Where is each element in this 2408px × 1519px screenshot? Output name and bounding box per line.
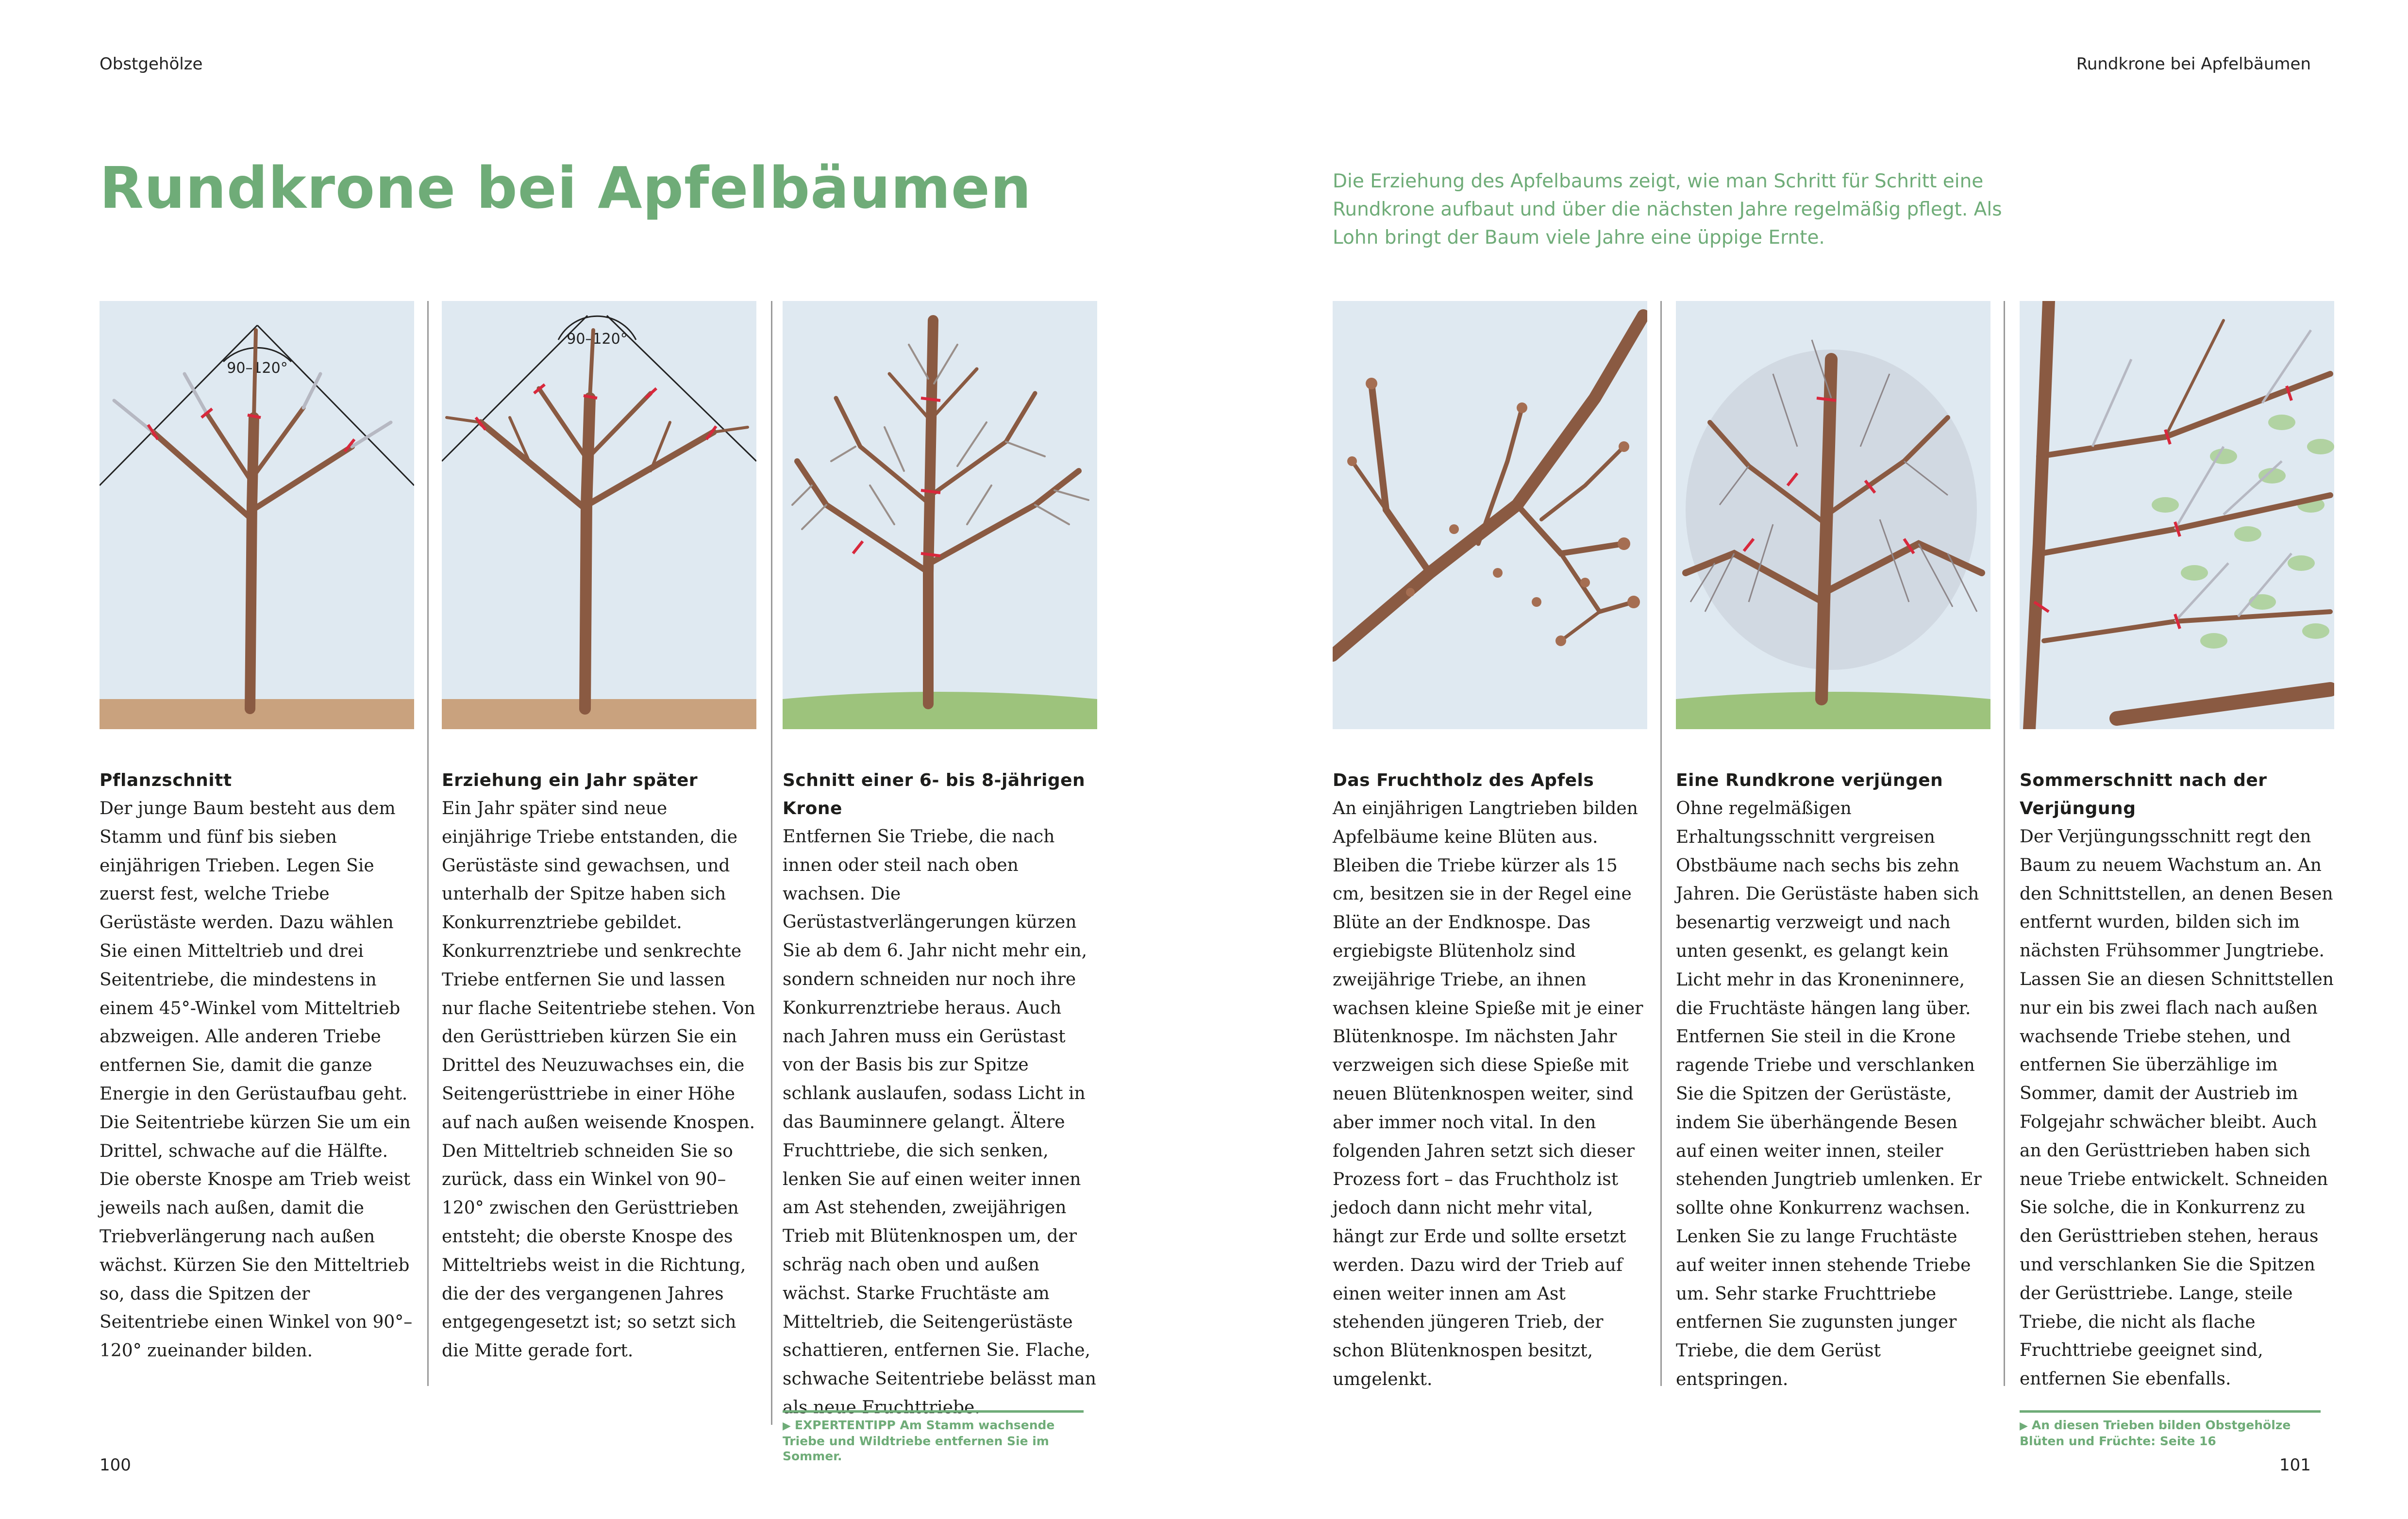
expert-tip xyxy=(783,1410,1084,1464)
column-sommerschnitt xyxy=(2020,301,2334,1394)
angle-label: 90–120° xyxy=(227,360,288,377)
column-body: Der Verjüngungsschnitt regt den Baum zu neuem Wachstum an. An den Schnittstellen, an denen Besen entfernt wurden, bilden sich im nächsten Frühsommer Jungtriebe. Lassen Sie an diesen Schnittstellen nur ein bis zwei flach nach außen wachsende Triebe stehen, und entfernen Sie überzählige im Sommer, damit der Austrieb im Folgejahr schwächer bleibt. Auch an den Gerüsttrieben haben sich neue Triebe entwickelt. Schneiden Sie solche, die in Konkurrenz zu den Gerüsttrieben stehen, heraus und verschlanken Sie die Spitzen der Gerüsttriebe. Lange, steile Triebe, die nicht als flache Fruchttriebe geeignet sind, entfernen Sie ebenfalls. xyxy=(2020,827,2334,1389)
running-head-left: Obstgehölze xyxy=(100,54,203,74)
column-title: Eine Rundkrone verjüngen xyxy=(1676,770,1943,790)
triangle-right-icon: ▶ xyxy=(2020,1420,2028,1432)
column-divider xyxy=(1660,301,1662,1386)
column-body: Ohne regelmäßigen Erhaltungsschnitt vergreisen Obstbäume nach sechs bis zehn Jahren. Die Gerüstäste haben sich besenartig verzweigt und nach unten gesenkt, es gelangt kein Licht mehr in das Kroneninnere, die Fruchtäste hängen lang über. Entfernen Sie steil in die Krone ragende Triebe und verschlanken Sie die Spitzen der Gerüstäste, indem Sie überhängende Besen auf einen weiter innen, steiler stehenden Jungtrieb umlenken. Er sollte ohne Konkurrenz wachsen. Lenken Sie zu lange Fruchtäste auf weiter innen stehende Triebe um. Sehr starke Fruchttriebe entfernen Sie zugunsten junger Triebe, die dem Gerüst entspringen. xyxy=(1676,799,1982,1389)
illustration-second-year-tree xyxy=(442,301,756,729)
expert-tip-text: EXPERTENTIPP Am Stamm wachsende Triebe und Wildtriebe entfernen Sie im Sommer. xyxy=(783,1418,1055,1463)
column-erziehung xyxy=(442,301,756,1366)
column-verjuengen xyxy=(1676,301,1990,1394)
page-number-right: 101 xyxy=(2279,1455,2311,1475)
column-title: Das Fruchtholz des Apfels xyxy=(1333,770,1594,790)
illustration-young-tree xyxy=(100,301,414,729)
column-divider xyxy=(771,301,772,1425)
column-body: Entfernen Sie Triebe, die nach innen oder steil nach oben wachsen. Die Gerüstastverlängerungen kürzen Sie ab dem 6. Jahr nicht mehr ein, sondern schneiden nur noch ihre Konkurrenztriebe heraus. Auch nach Jahren muss ein Gerüstast von der Basis bis zur Spitze schlank auslaufen, sodass Licht in das Bauminnere gelangt. Ältere Fruchttriebe, die sich senken, lenken Sie auf einen weiter innen am Ast stehenden, zweijährigen Trieb mit Blütenknospen um, der schräg nach oben und außen wächst. Starke Fruchtäste am Mitteltrieb, die Seitengerüstäste schattieren, entfernen Sie. Flache, schwache Seitentriebe belässt man als neue Fruchttriebe. xyxy=(783,827,1096,1418)
column-fruchtholz xyxy=(1333,301,1647,1394)
illustration-summer-pruning xyxy=(2020,301,2334,729)
column-body: An einjährigen Langtrieben bilden Apfelbäume keine Blüten aus. Bleiben die Triebe kürzer als 15 cm, besitzen sie in der Regel eine Blüte an der Endknospe. Das ergiebigste Blütenholz sind zweijährige Triebe, an ihnen wachsen kleine Spieße mit je einer Blütenknospe. Im nächsten Jahr verzweigen sich diese Spieße mit neuen Blütenknospen weiter, sind aber immer noch vital. In den folgenden Jahren setzt sich dieser Prozess fort – das Fruchtholz ist jedoch dann nicht mehr vital, hängt zur Erde und sollte ersetzt werden. Dazu wird der Trieb auf einen weiter innen am Ast stehenden jüngeren Trieb, der schon Blütenknospen besitzt, umgelenkt. xyxy=(1333,799,1643,1389)
column-divider xyxy=(427,301,429,1386)
illustration-mature-crown xyxy=(783,301,1097,729)
column-title: Erziehung ein Jahr später xyxy=(442,770,698,790)
column-pflanzschnitt xyxy=(100,301,414,1366)
column-body: Der junge Baum besteht aus dem Stamm und fünf bis sieben einjährigen Trieben. Legen Sie zuerst fest, welche Triebe Gerüstäste werden. Dazu wählen Sie einen Mitteltrieb und drei Seitentriebe, die mindestens in einem 45°-Winkel vom Mitteltrieb abzweigen. Alle anderen Triebe entfernen Sie, damit die ganze Energie in den Gerüstaufbau geht. Die Seitentriebe kürzen Sie um ein Drittel, schwache auf die Hälfte. Die oberste Knospe am Trieb weist jeweils nach außen, damit die Triebverlängerung nach außen wächst. Kürzen Sie den Mitteltrieb so, dass die Spitzen der Seitentriebe einen Winkel von 90°–120° zueinander bilden. xyxy=(100,799,413,1361)
page-title: Rundkrone bei Apfelbäumen xyxy=(100,154,1032,221)
column-title: Sommerschnitt nach der Verjüngung xyxy=(2020,770,2267,818)
illustration-old-crown xyxy=(1676,301,1990,729)
cross-reference-text: An diesen Trieben bilden Obstgehölze Blüten und Früchte: Seite 16 xyxy=(2020,1418,2291,1448)
column-schnitt-krone xyxy=(783,301,1097,1422)
column-divider xyxy=(2004,301,2005,1386)
angle-label: 90–120° xyxy=(567,331,628,348)
triangle-right-icon: ▶ xyxy=(783,1420,791,1432)
column-title: Pflanzschnitt xyxy=(100,770,232,790)
column-body: Ein Jahr später sind neue einjährige Triebe entstanden, die Gerüstäste sind gewachsen, und unterhalb der Spitze haben sich Konkurrenztriebe gebildet. Konkurrenztriebe und senkrechte Triebe entfernen Sie und lassen nur flache Seitentriebe stehen. Von den Gerüsttrieben kürzen Sie ein Drittel des Neuzuwachses ein, die Seitengerüsttriebe in einer Höhe auf nach außen weisende Knospen. Den Mitteltrieb schneiden Sie so zurück, dass ein Winkel von 90–120° zwischen den Gerüsttrieben entsteht; die oberste Knospe des Mitteltriebs weist in die Richtung, die der des vergangenen Jahres entgegengesetzt ist; so setzt sich die Mitte gerade fort. xyxy=(442,799,755,1361)
running-head-right: Rundkrone bei Apfelbäumen xyxy=(2076,54,2311,74)
intro-text: Die Erziehung des Apfelbaums zeigt, wie man Schritt für Schritt eine Rundkrone aufbaut und über die nächsten Jahre regelmäßig pflegt. Als Lohn bringt der Baum viele Jahre eine üppige Ernte. xyxy=(1333,170,2002,249)
cross-reference-tip[interactable] xyxy=(2020,1410,2321,1449)
page-number-left: 100 xyxy=(100,1455,131,1475)
illustration-fruiting-wood xyxy=(1333,301,1647,729)
column-title: Schnitt einer 6- bis 8-jährigen Krone xyxy=(783,770,1086,818)
